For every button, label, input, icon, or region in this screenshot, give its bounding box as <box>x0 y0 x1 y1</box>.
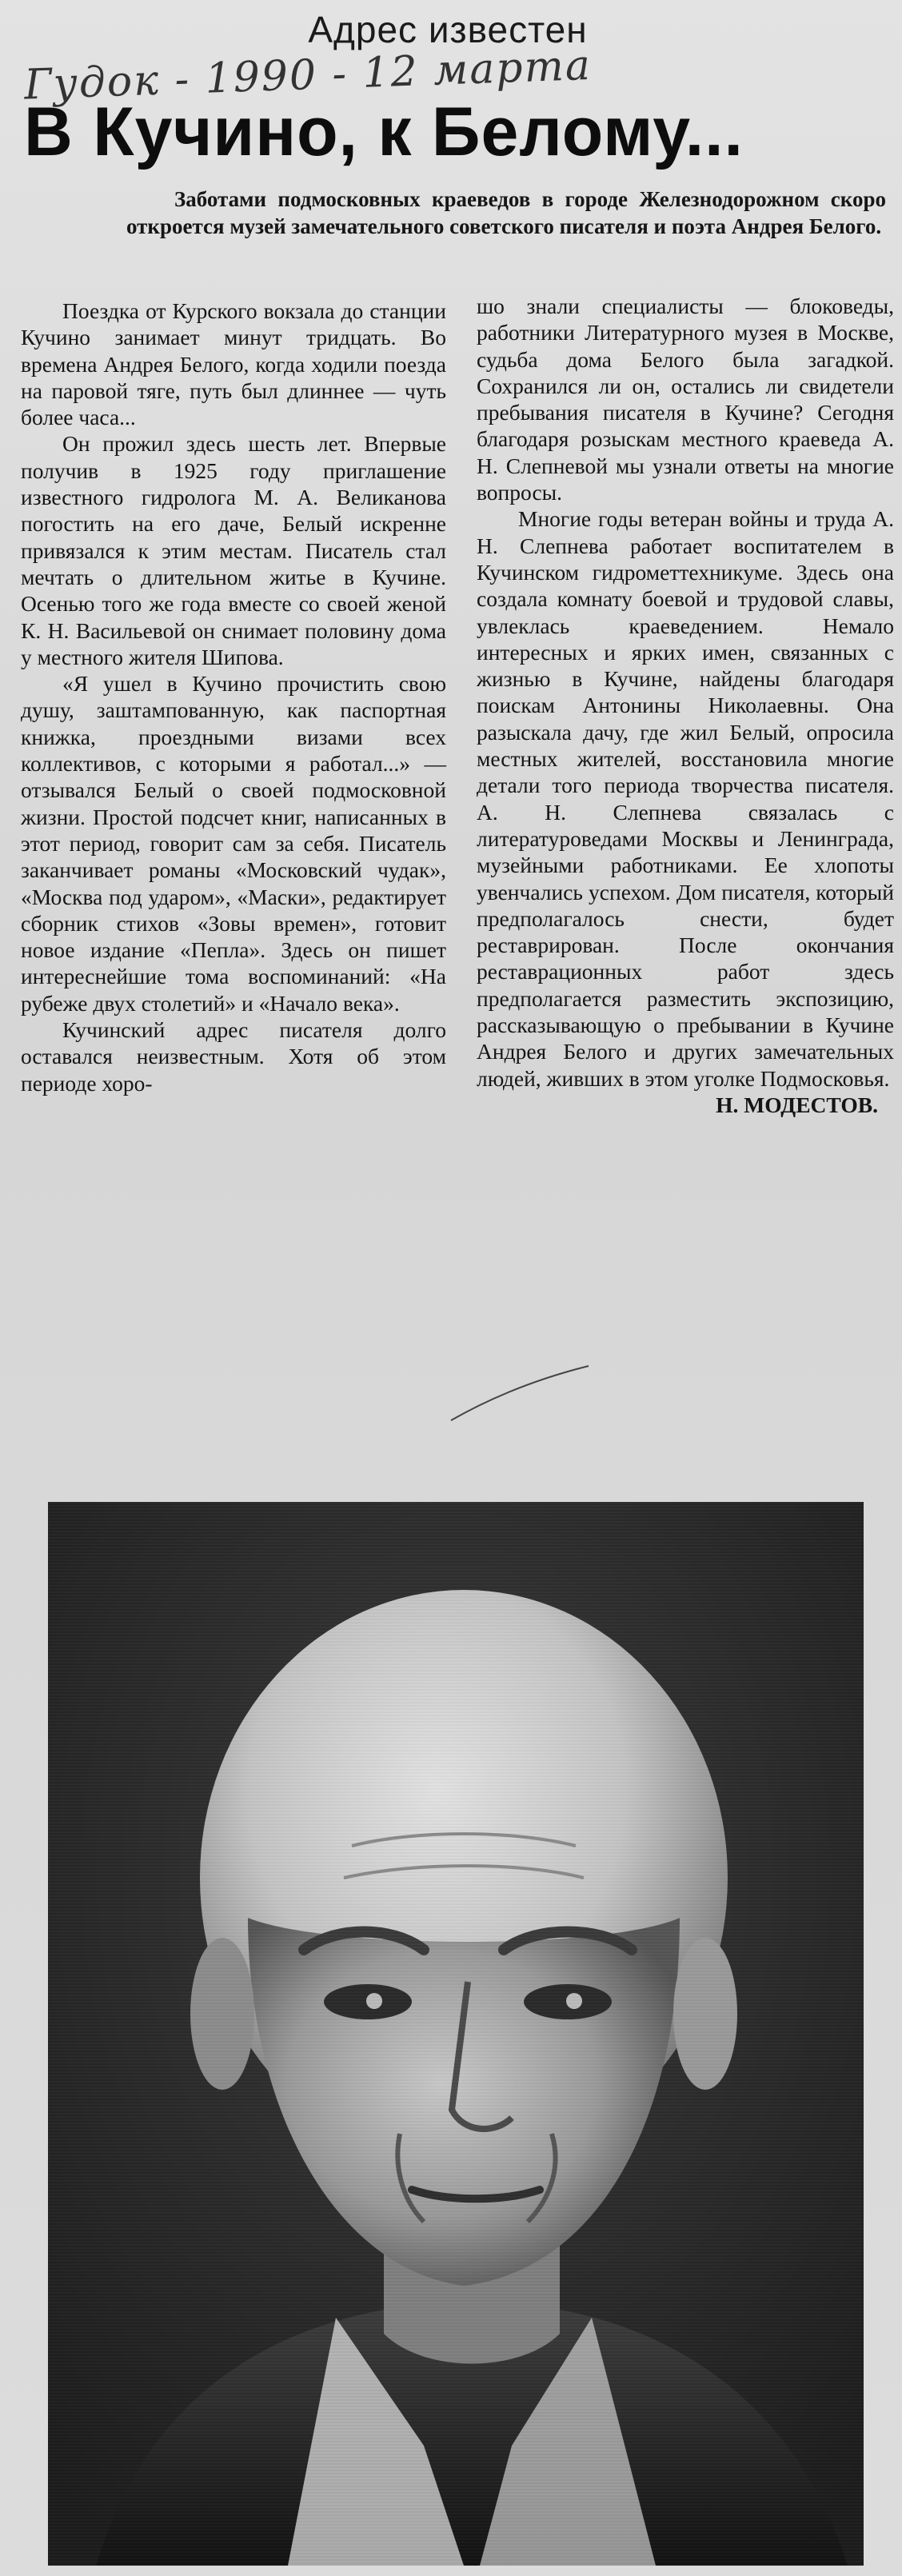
paragraph: Кучинский адрес писателя долго оставался неизвестным. Хотя об этом периоде хоро- <box>21 1017 446 1096</box>
article-column-left <box>21 298 446 1096</box>
paragraph: шо знали специалисты — блоковеды, работники Литературного музея в Москве, судьба дома Белого была загадкой. Сохранился ли он, остались ли свидетели пребывания писателя в Кучине? Сегодня благодаря розыскам местного краеведа А. Н. Слепневой мы узнали ответы на многие вопросы. <box>477 294 894 505</box>
paragraph: Многие годы ветеран войны и труда А. Н. Слепнева работает воспитателем в Кучинском гидрометтехникуме. Здесь она создала комнату боевой и трудовой славы, увлеклась краеведением. Немало интересных и ярких имен, связанных с жизнью в Кучине, найдены благодаря поискам Антонины Николаевны. Она разыскала дачу, где жил Белый, опросила местных жителей, восстановила многие детали того периода творчества писателя. А. Н. Слепнева связалась с литературоведами Москвы и Ленинграда, музейными работниками. Ее хлопоты увенчались успехом. Дом писателя, который предполагалось снести, будет реставрирован. После окончания реставрационных работ здесь предполагается разместить экспозицию, рассказывающую о пребывании в Кучине Андрея Белого и других замечательных людей, живших в этом уголке Подмосковья. <box>477 506 894 1091</box>
article-headline: В Кучино, к Белому... <box>24 94 744 170</box>
author-signature: Н. МОДЕСТОВ. <box>716 1092 878 1117</box>
author-portrait-photo <box>48 1502 864 2566</box>
article-column-right <box>477 293 894 1118</box>
article-lead: Заботами подмосковных краеведов в городе Железнодорожном скоро откроется музей замечательного советского писателя и поэта Андрея Белого. <box>126 187 886 238</box>
pencil-mark <box>448 1363 592 1424</box>
rubric-heading: Адрес известен <box>308 9 588 50</box>
paragraph: «Я ушел в Кучино прочистить свою душу, заштампованную, как паспортная книжка, проездными визами всех коллективов, с которыми я работал...» — отзывался Белый о своей подмосковной жизни. Простой подсчет книг, написанных в этот период, говорит сам за себя. Писатель заканчивает романы «Московский чудак», «Москва под ударом», «Маски», редактирует сборник стихов «Зовы времен», готовит новое издание «Пепла». Здесь он пишет интереснейшие тома воспоминаний: «На рубеже двух столетий» и «Начало века». <box>21 671 446 1016</box>
portrait-illustration <box>48 1502 864 2566</box>
paragraph: Поездка от Курского вокзала до станции Кучино занимает минут тридцать. Во времена Андрея Белого, когда ходили поезда на паровой тяге, путь был длиннее — чуть более часа... <box>21 298 446 430</box>
handwritten-date-note: Гудок - 1990 - 12 марта <box>23 41 593 110</box>
paragraph: Он прожил здесь шесть лет. Впервые получив в 1925 году приглашение известного гидролога М. А. Великанова погостить на его даче, Белый искренне привязался к этим местам. Писатель стал мечтать о длительном житье в Кучине. Осенью того же года вместе со своей женой К. Н. Васильевой он снимает половину дома у местного жителя Шипова. <box>21 431 446 669</box>
